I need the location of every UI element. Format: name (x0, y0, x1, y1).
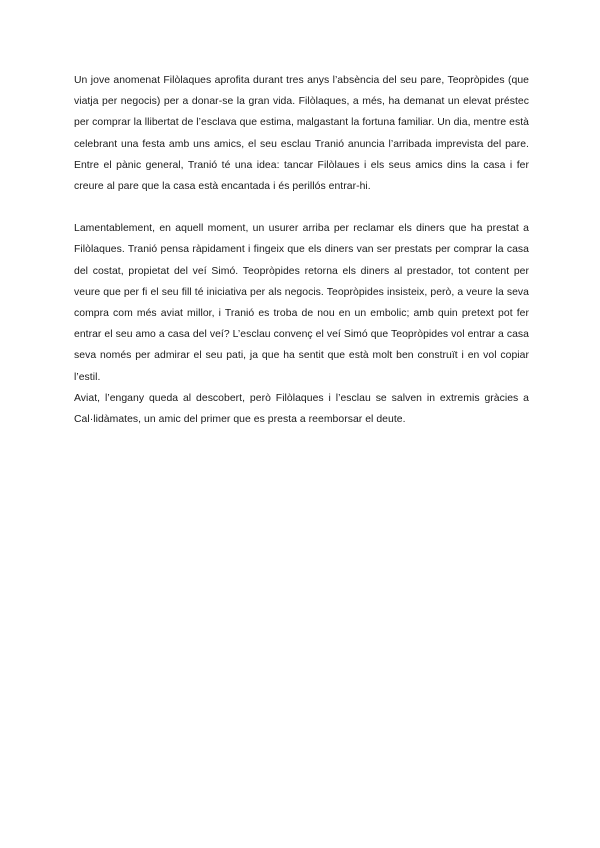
document-page (74, 70, 529, 430)
paragraph-1: Un jove anomenat Filòlaques aprofita durant tres anys l’absència del seu pare, Teopròpides (que viatja per negocis) per a donar-se la gran vida. Filòlaques, a més, ha demanat un elevat préstec per comprar la llibertat de l’esclava que estima, malgastant la fortuna familiar. Un dia, mentre està celebrant una festa amb uns amics, el seu esclau Tranió anuncia l’arribada imprevista del pare. Entre el pànic general, Tranió té una idea: tancar Filòlaues i els seus amics dins la casa i fer creure al pare que la casa està encantada i és perillós entrar-hi. (74, 75, 529, 193)
paragraph-3: Aviat, l’engany queda al descobert, però Filòlaques i l’esclau se salven in extremis gràcies a Cal·lidàmates, un amic del primer que es presta a reemborsar el deute. (74, 392, 529, 426)
paragraph-2: Lamentablement, en aquell moment, un usurer arriba per reclamar els diners que ha prestat a Filòlaques. Tranió pensa ràpidament i fingeix que els diners van ser prestats per comprar la casa del costat, propietat del veí Simó. Teopròpides retorna els diners al prestador, tot content per veure que per fi el seu fill té iniciativa per als negocis. Teopròpides insisteix, però, a veure la seva compra com més aviat millor, i Tranió es troba de nou en un embolic; amb quin pretext pot fer entrar el seu amo a casa del veí? L’esclau convenç el veí Simó que Teopròpides vol entrar a casa seva només per admirar el seu pati, ja que ha sentit que està molt ben construït i en vol copiar l’estil. (74, 223, 529, 383)
paragraph-spacer (74, 197, 529, 218)
